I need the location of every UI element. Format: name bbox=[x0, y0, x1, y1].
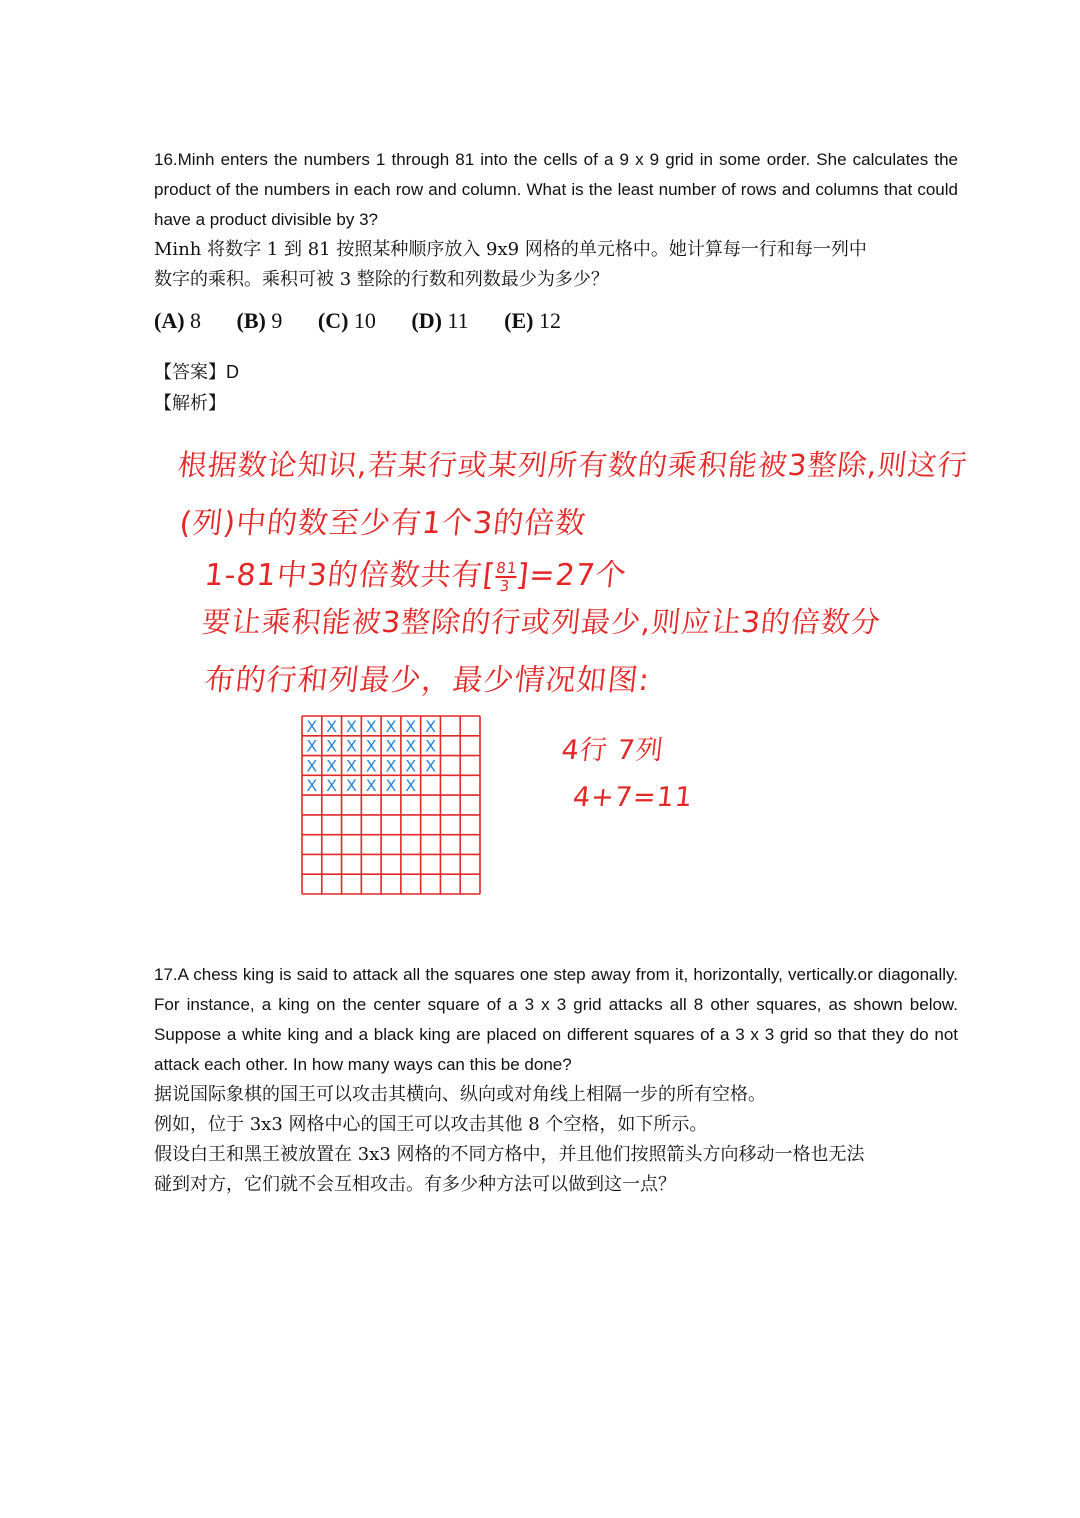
handwriting-line-3-a: 1-81中3的倍数共有 bbox=[202, 558, 485, 593]
handwriting-line-2: (列)中的数至少有1个3的倍数 bbox=[177, 506, 589, 541]
choice-label: (A) bbox=[154, 308, 185, 333]
grid-mark-x: X bbox=[326, 756, 338, 776]
grid-mark-x: X bbox=[405, 756, 417, 776]
q17-chinese-line-4: 碰到对方，它们就不会互相攻击。有多少种方法可以做到这一点？ bbox=[154, 1174, 676, 1195]
grid-mark-x: X bbox=[365, 736, 377, 756]
grid-mark-x: X bbox=[385, 716, 397, 736]
q17-chinese-line-2: 例如，位于 3x3 网格中心的国王可以攻击其他 8 个空格，如下所示。 bbox=[154, 1114, 708, 1135]
grid-mark-x: X bbox=[326, 716, 338, 736]
choice-value: 8 bbox=[190, 308, 202, 333]
question-16 bbox=[154, 145, 958, 295]
choice-label: (E) bbox=[504, 308, 534, 333]
grid-mark-x: X bbox=[385, 756, 397, 776]
analysis-label: 【解析】 bbox=[154, 393, 226, 414]
answer-line bbox=[154, 358, 239, 384]
grid-mark-x: X bbox=[425, 736, 437, 756]
choice-value: 10 bbox=[353, 308, 376, 333]
grid-mark-x: X bbox=[345, 776, 357, 796]
grid-mark-x: X bbox=[345, 736, 357, 756]
grid-mark-x: X bbox=[425, 716, 437, 736]
grid-mark-x: X bbox=[345, 716, 357, 736]
choice-value: 12 bbox=[538, 308, 561, 333]
answer-value: D bbox=[226, 362, 239, 382]
grid-mark-x: X bbox=[306, 736, 318, 756]
q16-chinese-line-2: 数字的乘积。乘积可被 3 整除的行数和列数最少为多少？ bbox=[154, 269, 609, 290]
choice-label: (B) bbox=[236, 308, 266, 333]
grid-mark-x: X bbox=[306, 756, 318, 776]
grid-mark-x: X bbox=[345, 756, 357, 776]
choice-b bbox=[237, 308, 283, 334]
q16-chinese-line-1: Minh 将数字 1 到 81 按照某种顺序放入 9x9 网格的单元格中。她计算每一行和每一列中 bbox=[154, 239, 867, 260]
grid-mark-x: X bbox=[306, 716, 318, 736]
q17-english-text: 17.A chess king is said to attack all the squares one step away from it, horizontally, vertically.or diagonally. For instance, a king on the center square of a 3 x 3 grid attacks all 8 other squares, as shown below. Suppose a white king and a black king are placed on different squares of a 3 x 3 grid so that they do not attack each other. In how many ways can this be done? bbox=[154, 965, 958, 1074]
choice-value: 9 bbox=[271, 308, 283, 333]
handwriting-line-4: 要让乘积能被3整除的行或列最少,则应让3的倍数分 bbox=[200, 605, 883, 639]
answer-label: 【答案】 bbox=[154, 362, 226, 383]
fraction-numerator: 81 bbox=[495, 558, 519, 577]
grid-mark-x: X bbox=[425, 756, 437, 776]
choice-value: 11 bbox=[447, 308, 469, 333]
question-17 bbox=[154, 960, 958, 1200]
grid-mark-x: X bbox=[405, 736, 417, 756]
grid-mark-x: X bbox=[385, 776, 397, 796]
choice-c bbox=[318, 308, 376, 334]
q16-english-text: 16.Minh enters the numbers 1 through 81 into the cells of a 9 x 9 grid in some order. She calculates the product of the numbers in each row and column. What is the least number of rows and columns that could have a product divisible by 3? bbox=[154, 150, 958, 229]
grid-mark-x: X bbox=[405, 776, 417, 796]
choice-label: (D) bbox=[411, 308, 442, 333]
choice-a bbox=[154, 308, 201, 334]
fraction-denominator: 3 bbox=[498, 576, 512, 595]
handwriting-line-1: 根据数论知识,若某行或某列所有数的乘积能被3整除,则这行 bbox=[176, 448, 970, 482]
handwriting-note-rows-cols: 4行 7列 bbox=[560, 735, 666, 766]
choice-label: (C) bbox=[317, 308, 349, 333]
choice-e bbox=[504, 308, 561, 334]
choice-d bbox=[411, 308, 468, 334]
handwriting-line-5: 布的行和列最少，最少情况如图: bbox=[202, 663, 652, 698]
multiples-of-3-grid bbox=[298, 712, 484, 898]
grid-mark-x: X bbox=[385, 736, 397, 756]
grid-mark-x: X bbox=[365, 716, 377, 736]
handwriting-note-sum: 4+7=11 bbox=[571, 782, 695, 813]
q17-chinese-line-3: 假设白王和黑王被放置在 3x3 网格的不同方格中，并且他们按照箭头方向移动一格也无法 bbox=[154, 1144, 865, 1165]
grid-mark-x: X bbox=[365, 756, 377, 776]
grid-mark-x: X bbox=[365, 776, 377, 796]
handwriting-line-3-b: =27个 bbox=[527, 558, 629, 593]
q17-chinese-line-1: 据说国际象棋的国王可以攻击其横向、纵向或对角线上相隔一步的所有空格。 bbox=[154, 1084, 766, 1105]
handwriting-line-3 bbox=[203, 550, 630, 594]
grid-mark-x: X bbox=[306, 776, 318, 796]
grid-mark-x: X bbox=[326, 776, 338, 796]
floor-bracket: [ bbox=[480, 558, 498, 593]
floor-bracket: ] bbox=[514, 558, 532, 593]
grid-mark-x: X bbox=[405, 716, 417, 736]
grid-mark-x: X bbox=[326, 736, 338, 756]
q16-choices bbox=[154, 308, 591, 334]
